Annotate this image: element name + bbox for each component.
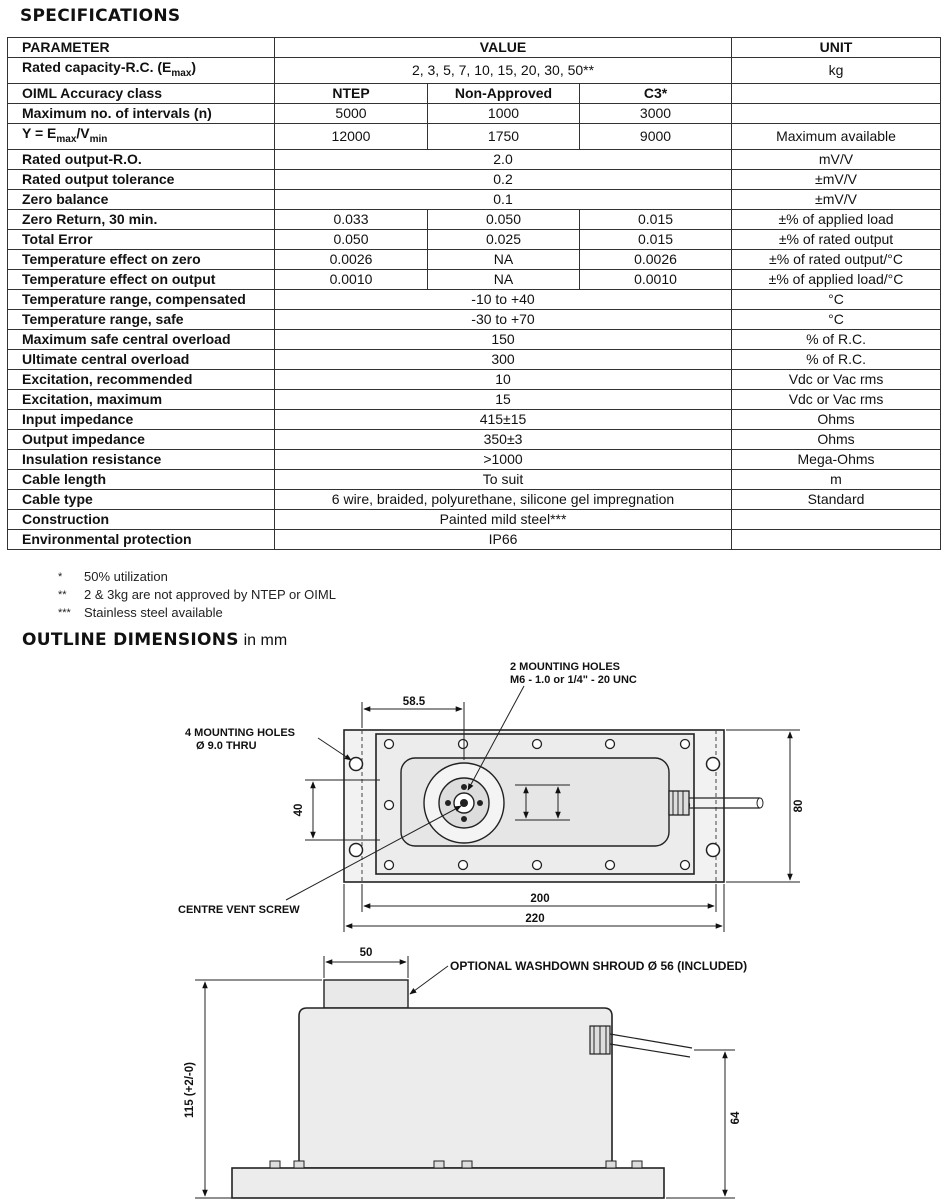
parameter-cell: Cable length [8,469,275,489]
dim-40: 40 [293,803,305,817]
side-cable [610,1034,692,1057]
cable-gland [669,791,689,815]
specifications-heading: SPECIFICATIONS [20,6,181,26]
value-cell: -10 to +40 [275,289,732,309]
spec-row-input-impedance [8,409,941,429]
unit-cell: % of R.C. [732,349,941,369]
footnotes [58,568,336,622]
spec-row-y-emax-vmin [8,123,941,149]
parameter-cell: Output impedance [8,429,275,449]
value-cell: -30 to +70 [275,309,732,329]
value-cell: 10 [275,369,732,389]
parameter-cell: Cable type [8,489,275,509]
unit-cell: ±% of applied load [732,209,941,229]
outline-dimensions-heading [22,630,287,650]
side-cable-gland [590,1026,610,1054]
side-body [299,1008,612,1168]
value-cell: 0.2 [275,169,732,189]
unit-cell: mV/V [732,149,941,169]
value-cell: 0.015 [580,229,732,249]
outline-drawing [0,650,947,1200]
spec-row-temperature-range-compensated [8,289,941,309]
dim-115: 115 (+2/-0) [184,1062,196,1118]
parameter-cell: Maximum safe central overload [8,329,275,349]
centre-vent-screw-label: CENTRE VENT SCREW [178,904,300,916]
unit-cell [732,509,941,529]
value-cell: Painted mild steel*** [275,509,732,529]
value-cell: IP66 [275,529,732,549]
spec-row-temperature-range-safe [8,309,941,329]
value-cell: 0.033 [275,209,428,229]
parameter-cell: Environmental protection [8,529,275,549]
parameter-cell: Maximum no. of intervals (n) [8,103,275,123]
unit-cell: Vdc or Vac rms [732,389,941,409]
side-view [184,947,747,1198]
value-cell: NA [428,269,580,289]
value-cell: 1000 [428,103,580,123]
dim-80: 80 [793,799,805,813]
spec-row-temperature-effect-on-zero [8,249,941,269]
dim-220: 220 [525,913,545,925]
outline-unit: in mm [243,632,288,649]
parameter-cell: Total Error [8,229,275,249]
value-cell: 0.0026 [275,249,428,269]
spec-row-rated-output-r-o [8,149,941,169]
mounting-holes-2-label: 2 MOUNTING HOLES [510,661,621,673]
value-cell: NA [428,249,580,269]
parameter-cell: Temperature range, compensated [8,289,275,309]
top-view [178,661,805,932]
spec-row-construction [8,509,941,529]
value-cell: 12000 [275,123,428,149]
value-cell: 3000 [580,103,732,123]
value-cell: 0.050 [275,229,428,249]
parameter-cell: Rated capacity-R.C. $(E_{max})$ [8,58,275,84]
spec-row-excitation-recommended [8,369,941,389]
parameter-cell: Rated output-R.O. [8,149,275,169]
footnote-mark: * [58,571,63,583]
unit-cell: Vdc or Vac rms [732,369,941,389]
unit-cell: Mega-Ohms [732,449,941,469]
footnote-mark: *** [58,607,71,619]
value-cell: >1000 [275,449,732,469]
footnote-mark: ** [58,589,67,601]
value-cell: 0.025 [428,229,580,249]
unit-cell: ±mV/V [732,169,941,189]
parameter-cell: Temperature effect on output [8,269,275,289]
unit-cell: Standard [732,489,941,509]
spec-row-cable-type [8,489,941,509]
value-cell: 5000 [275,103,428,123]
value-cell: 0.050 [428,209,580,229]
outline-title: OUTLINE DIMENSIONS [22,630,239,650]
parameter-cell: Ultimate central overload [8,349,275,369]
parameter-cell: Excitation, recommended [8,369,275,389]
parameter-cell: Temperature effect on zero [8,249,275,269]
value-cell: NTEP [275,83,428,103]
dim-64: 64 [730,1111,742,1125]
washdown-shroud-label: OPTIONAL WASHDOWN SHROUD Ø 56 (INCLUDED) [450,959,748,973]
footnote [58,586,336,604]
value-cell: Non-Approved [428,83,580,103]
value-cell: 9000 [580,123,732,149]
parameter-cell: Construction [8,509,275,529]
mounting-holes-4-spec: Ø 9.0 THRU [196,740,257,752]
value-cell: 415±15 [275,409,732,429]
value-cell: 0.015 [580,209,732,229]
unit-cell: Ohms [732,429,941,449]
unit-cell: ±% of rated output/°C [732,249,941,269]
value-cell: To suit [275,469,732,489]
header-unit: UNIT [732,38,941,58]
load-button [424,763,504,843]
spec-row-temperature-effect-on-output [8,269,941,289]
dim-58-5: 58.5 [402,696,426,708]
header-parameter: PARAMETER [8,38,275,58]
unit-cell [732,529,941,549]
spec-row-cable-length [8,469,941,489]
spec-row-ultimate-central-overload [8,349,941,369]
spec-row-insulation-resistance [8,449,941,469]
header-value: VALUE [275,38,732,58]
parameter-cell: Insulation resistance [8,449,275,469]
parameter-cell: OIML Accuracy class [8,83,275,103]
unit-cell: Maximum available [732,123,941,149]
spec-row-zero-balance [8,189,941,209]
footnote-text: Stainless steel available [84,605,223,620]
spec-row-maximum-no-of-intervals-n [8,103,941,123]
mounting-holes-4-label: 4 MOUNTING HOLES [185,727,296,739]
dim-200: 200 [530,893,550,905]
spec-row-output-impedance [8,429,941,449]
unit-cell [732,103,941,123]
value-cell: 0.0010 [580,269,732,289]
parameter-cell: Zero balance [8,189,275,209]
value-cell: 0.0010 [275,269,428,289]
value-cell: 150 [275,329,732,349]
footnote-text: 50% utilization [84,569,168,584]
spec-row-zero-return-30-min [8,209,941,229]
spec-row-total-error [8,229,941,249]
table-header-row [8,38,941,58]
unit-cell: Ohms [732,409,941,429]
value-cell: 0.1 [275,189,732,209]
unit-cell: kg [732,58,941,84]
parameter-cell: Temperature range, safe [8,309,275,329]
parameter-cell: $Y = E_{max}/V_{min}$ [8,123,275,149]
spec-row-maximum-safe-central-overload [8,329,941,349]
value-cell: 2.0 [275,149,732,169]
footnote [58,604,336,622]
value-cell: 300 [275,349,732,369]
dim-50: 50 [359,947,373,959]
unit-cell: °C [732,289,941,309]
washdown-shroud [324,980,408,1008]
value-cell: 0.0026 [580,249,732,269]
parameter-cell: Rated output tolerance [8,169,275,189]
parameter-cell: Zero Return, 30 min. [8,209,275,229]
value-cell: 6 wire, braided, polyurethane, silicone gel impregnation [275,489,732,509]
parameter-cell: Input impedance [8,409,275,429]
side-base-plate [232,1168,664,1198]
unit-cell [732,83,941,103]
specifications-table [7,37,941,550]
unit-cell: % of R.C. [732,329,941,349]
unit-cell: m [732,469,941,489]
spec-row-oiml-accuracy-class [8,83,941,103]
parameter-cell: Excitation, maximum [8,389,275,409]
value-cell: C3* [580,83,732,103]
spec-row-excitation-maximum [8,389,941,409]
spec-row-rated-capacity-r-c-emax [8,58,941,84]
value-cell: 15 [275,389,732,409]
spec-row-environmental-protection [8,529,941,549]
mounting-holes-2-spec: M6 - 1.0 or 1/4" - 20 UNC [510,674,637,686]
unit-cell: °C [732,309,941,329]
value-cell: 2, 3, 5, 7, 10, 15, 20, 30, 50** [275,58,732,84]
unit-cell: ±% of rated output [732,229,941,249]
unit-cell: ±% of applied load/°C [732,269,941,289]
footnote [58,568,336,586]
spec-row-rated-output-tolerance [8,169,941,189]
footnote-text: 2 & 3kg are not approved by NTEP or OIML [84,587,336,602]
unit-cell: ±mV/V [732,189,941,209]
value-cell: 1750 [428,123,580,149]
value-cell: 350±3 [275,429,732,449]
